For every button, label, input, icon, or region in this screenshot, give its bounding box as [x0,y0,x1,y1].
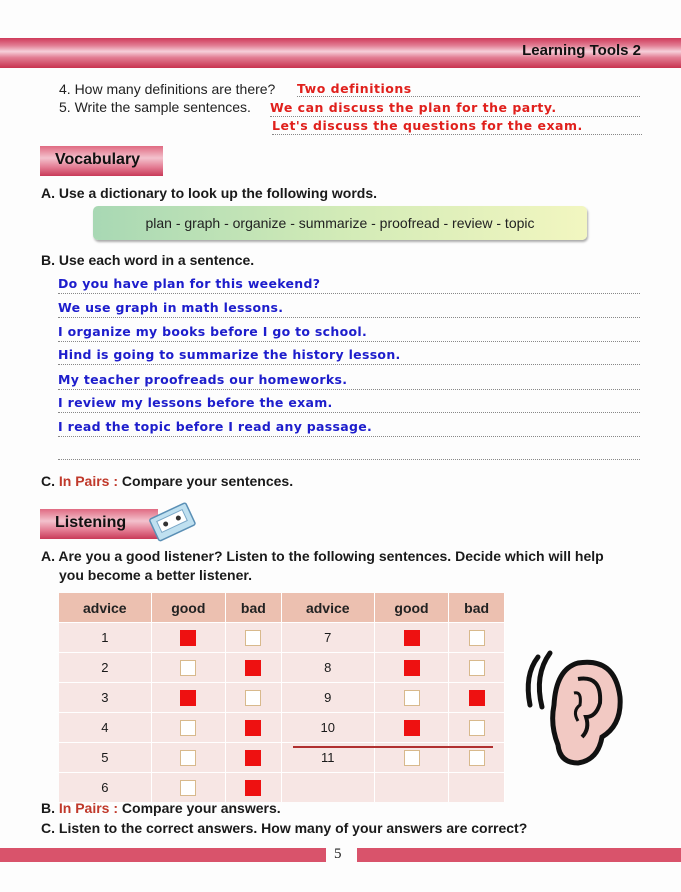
page-number: 5 [334,846,342,862]
question-4-answer: Two definitions [297,81,412,96]
in-pairs-label: In Pairs : [58,473,119,489]
instruction-c-text: Compare your sentences. [118,473,294,489]
listening-instruction-c: C. Listen to the correct answers. How many of your answers are correct? [41,820,528,836]
good-checkbox[interactable] [180,750,196,766]
good-cell [374,683,448,713]
header-bad-left: bad [225,593,281,623]
listening-title-text: Listening [55,514,127,531]
table-row [59,773,505,803]
bad-checkbox[interactable] [469,660,485,676]
bad-cell [449,683,505,713]
sentence-5: My teacher proofreads our homeworks. [58,372,348,387]
advice-number: 5 [59,743,151,773]
advice-number: 10 [281,713,374,743]
bad-checkbox[interactable] [469,630,485,646]
good-cell [151,713,225,743]
bad-checkbox[interactable] [245,780,261,796]
footer-band-right [357,848,681,862]
vocabulary-title-text: Vocabulary [55,151,141,168]
question-5-answer-line-2[interactable] [272,117,642,135]
good-checkbox[interactable] [404,720,420,736]
listening-advice-table [59,593,505,802]
question-5-prompt: 5. Write the sample sentences. [59,99,251,115]
listening-section-title [40,509,158,539]
instruction-b-text: Compare your answers. [118,800,281,816]
header-good-left: good [151,593,225,623]
good-cell [374,653,448,683]
ear-icon [520,645,630,770]
footer-band-left [0,848,326,862]
sentence-line-5[interactable] [58,371,640,390]
header-good-right: good [374,593,448,623]
advice-number: 8 [281,653,374,683]
bad-cell [449,773,505,803]
sentence-line-7[interactable] [58,418,640,437]
bad-cell [225,683,281,713]
good-cell [151,683,225,713]
good-cell [374,773,448,803]
listening-instruction-a-line-2: you become a better listener. [59,567,252,583]
good-cell [151,773,225,803]
vocabulary-instruction-c [41,473,293,489]
bad-checkbox[interactable] [469,720,485,736]
table-row [59,623,505,653]
good-checkbox[interactable] [180,660,196,676]
vocabulary-section-title [40,146,163,176]
question-5-answer-2: Let's discuss the questions for the exam. [272,118,583,133]
question-5-answer-1: We can discuss the plan for the party. [270,100,557,115]
strike-through-line [293,746,493,748]
sentence-4: Hind is going to summarize the history lesson. [58,347,401,362]
bad-checkbox[interactable] [245,690,261,706]
header-advice-right: advice [281,593,374,623]
in-pairs-label-2: In Pairs : [58,800,119,816]
advice-number: 3 [59,683,151,713]
sentence-6: I review my lessons before the exam. [58,395,333,410]
bad-cell [449,653,505,683]
question-4-prompt: 4. How many definitions are there? [59,81,276,97]
good-checkbox[interactable] [180,780,196,796]
advice-number: 1 [59,623,151,653]
bad-cell [225,623,281,653]
bad-checkbox[interactable] [469,690,485,706]
bad-checkbox[interactable] [245,660,261,676]
bad-cell [225,653,281,683]
advice-number: 7 [281,623,374,653]
word-list-box: plan - graph - organize - summarize - proofread - review - topic [93,206,587,240]
sentence-line-1[interactable] [58,275,640,294]
vocabulary-instruction-b: B. Use each word in a sentence. [41,252,255,268]
sentence-7: I read the topic before I read any passage. [58,419,373,434]
advice-number: 11 [281,743,374,773]
table-row [59,713,505,743]
advice-number [281,773,374,803]
page-header-title: Learning Tools 2 [522,42,641,59]
good-cell [151,743,225,773]
question-5-answer-line-1[interactable] [270,99,640,117]
good-checkbox[interactable] [404,750,420,766]
advice-number: 4 [59,713,151,743]
bad-cell [449,713,505,743]
good-checkbox[interactable] [404,690,420,706]
cassette-tape-icon [146,500,198,542]
sentence-line-4[interactable] [58,346,640,365]
listening-instruction-a-line-1: A. Are you a good listener? Listen to the following sentences. Decide which will help [41,548,604,564]
vocabulary-instruction-a: A. Use a dictionary to look up the following words. [41,185,378,201]
good-cell [374,623,448,653]
advice-number: 2 [59,653,151,683]
question-4-answer-line[interactable] [297,80,640,97]
bad-checkbox[interactable] [245,750,261,766]
good-checkbox[interactable] [180,720,196,736]
sentence-1: Do you have plan for this weekend? [58,276,321,291]
advice-number: 6 [59,773,151,803]
good-cell [374,713,448,743]
bad-checkbox[interactable] [469,750,485,766]
bad-checkbox[interactable] [245,720,261,736]
sentence-line-6[interactable] [58,394,640,413]
good-checkbox[interactable] [180,690,196,706]
instruction-b-prefix: B. [41,800,59,816]
sentence-2: We use graph in math lessons. [58,300,284,315]
bad-cell [225,713,281,743]
bad-cell [449,623,505,653]
bad-cell [225,773,281,803]
good-cell [151,623,225,653]
advice-number: 9 [281,683,374,713]
table-row [59,653,505,683]
good-checkbox[interactable] [404,660,420,676]
header-advice-left: advice [59,593,151,623]
sentence-line-8[interactable] [58,441,640,460]
bad-checkbox[interactable] [245,630,261,646]
listening-instruction-b [41,800,281,816]
good-cell [151,653,225,683]
bad-cell [225,743,281,773]
good-checkbox[interactable] [180,630,196,646]
header-bad-right: bad [449,593,505,623]
good-checkbox[interactable] [404,630,420,646]
sentence-3: I organize my books before I go to school. [58,324,367,339]
sentence-line-3[interactable] [58,323,640,342]
table-row [59,683,505,713]
instruction-c-prefix: C. [41,473,59,489]
sentence-line-2[interactable] [58,299,640,318]
